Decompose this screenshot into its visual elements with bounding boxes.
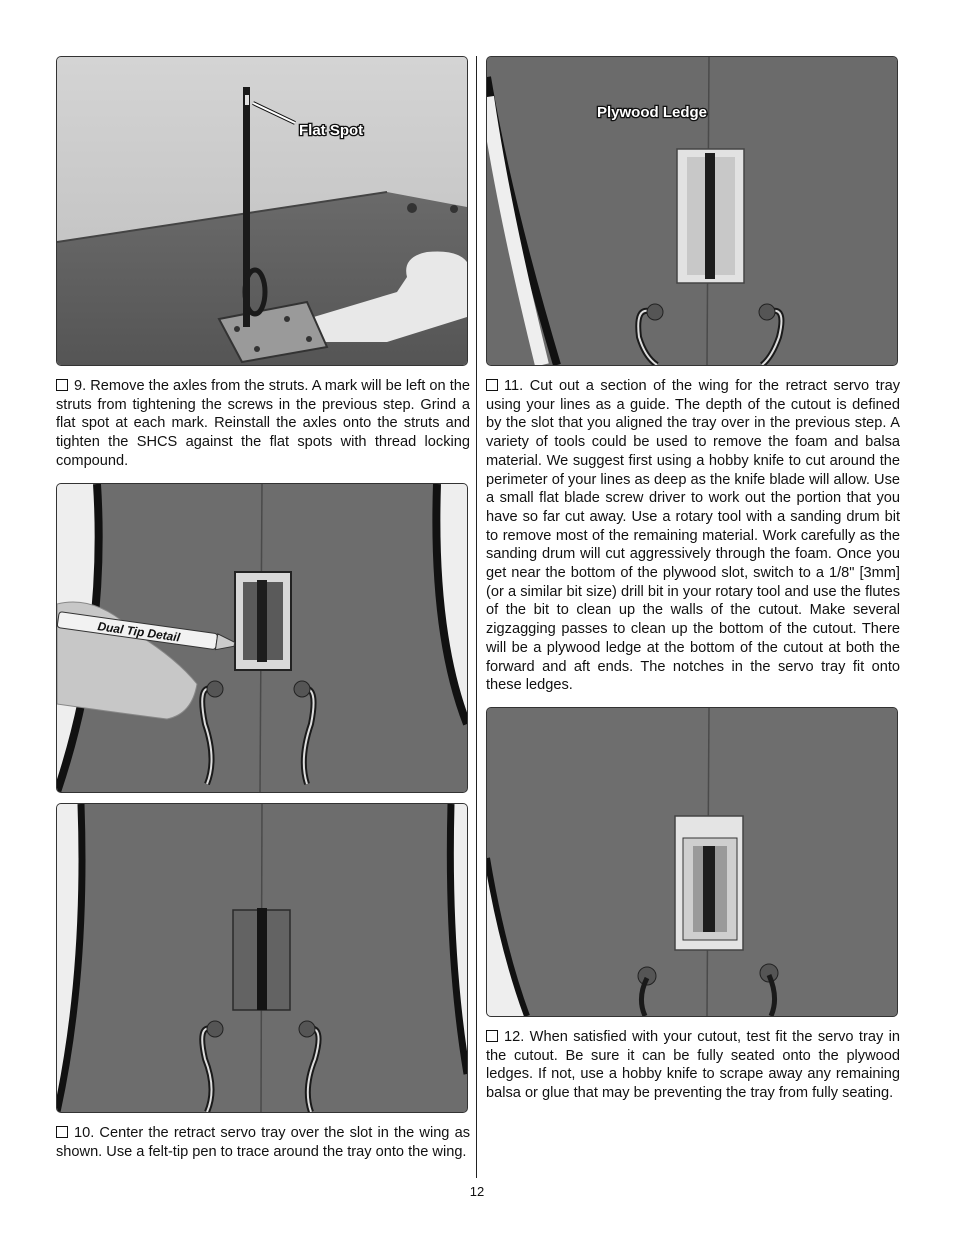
checkbox-icon[interactable] (486, 379, 498, 391)
step-12-body: 12. When satisfied with your cutout, test fit the servo tray in the cutout. Be sure it can be fully seated onto the plywood ledges. If not, use a hobby knife to scrape away any remaining balsa or glue that may be preventing the tray from fully seating. (486, 1029, 900, 1102)
step-10-text (56, 1124, 470, 1161)
fit-illustration (487, 708, 897, 1016)
step-11-text (486, 377, 900, 695)
slot-illustration (57, 804, 467, 1112)
photo-plywood-ledge (486, 56, 898, 366)
column-divider (476, 56, 477, 1178)
page-number: 12 (469, 1184, 485, 1199)
checkbox-icon[interactable] (56, 1126, 68, 1138)
strut-illustration (57, 57, 467, 365)
step-11-body: 11. Cut out a section of the wing for the retract servo tray using your lines as a guide. The depth of the cutout is defined by the slot that you aligned the tray over in the previous step. A variety of tools could be used to remove the foam and balsa material. We suggest first using a hobby knife to cut around the perimeter of your lines as deep as the knife blade will allow. Use a small flat blade screw driver to work out the portion that you have so far cut away. Use a rotary tool with a sanding drum bit to remove most of the remaining material. Work carefully as the sanding drum will cut aggressively through the foam. Once you get near the bottom of the plywood slot, switch to a 1/8" [3mm] (or a similar bit size) drill bit in your rotary tool and use the flutes of the bit to clean up the walls of the cutout. Make several zigzagging passes to clean up the bottom of the cutout. There will be a plywood ledge at the bottom of the cutout at both the forward and aft ends. The notches in the servo tray fit onto these ledges. (486, 378, 900, 694)
checkbox-icon[interactable] (486, 1030, 498, 1042)
callout-plywood-ledge: Plywood Ledge (597, 104, 708, 121)
photo-test-fit (486, 707, 898, 1017)
step-10-body: 10. Center the retract servo tray over the slot in the wing as shown. Use a felt-tip pen to trace around the tray onto the wing. (56, 1125, 470, 1160)
step-12-text (486, 1028, 900, 1103)
checkbox-icon[interactable] (56, 379, 68, 391)
step-9-body: 9. Remove the axles from the struts. A mark will be left on the struts from tightening the screws in the previous step. Grind a flat spot at each mark. Reinstall the axles onto the struts and tighten the SHCS against the flat spots with thread locking compound. (56, 378, 470, 469)
pen-label: Dual Tip Detail (96, 619, 181, 645)
trace-illustration (57, 484, 467, 792)
photo-trace-tray (56, 483, 468, 793)
photo-tray-slot (56, 803, 468, 1113)
photo-strut-flat-spot (56, 56, 468, 366)
step-9-text (56, 377, 470, 471)
cutout-illustration (487, 57, 897, 365)
callout-flat-spot: Flat Spot (299, 122, 364, 139)
